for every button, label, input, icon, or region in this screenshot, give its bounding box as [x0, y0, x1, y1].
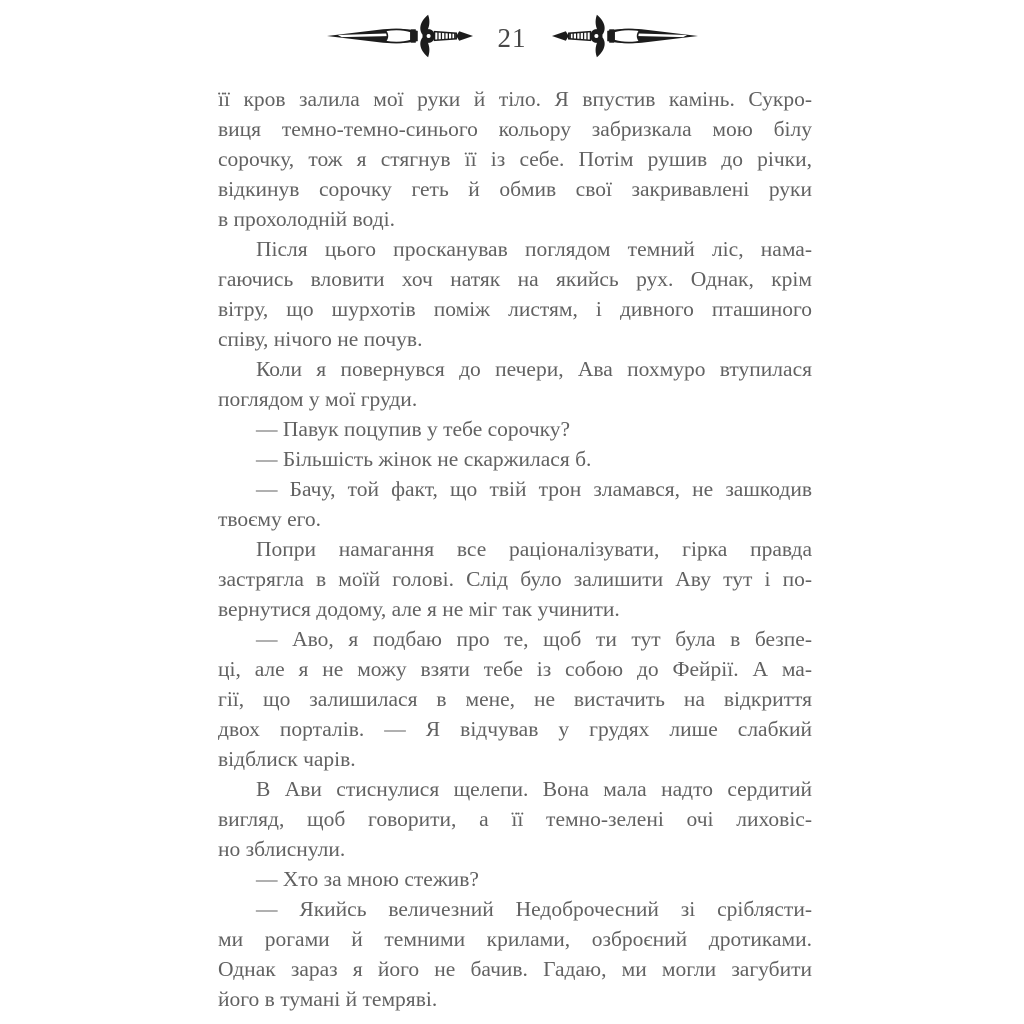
text-line: Однак зараз я його не бачив. Гадаю, ми могли загубити	[218, 957, 812, 981]
paragraph	[218, 624, 812, 774]
text-line: вернутися додому, але я не міг так учинити.	[218, 597, 620, 621]
paragraph	[218, 774, 812, 864]
text-line: відкинув сорочку геть й обмив свої закривавлені руки	[218, 177, 812, 201]
page-number: 21	[497, 22, 527, 53]
paragraph	[218, 444, 812, 474]
page-text-block	[218, 84, 812, 1014]
text-line: двох порталів. — Я відчував у грудях лише слабкий	[218, 717, 812, 741]
text-line: його в тумані й темряві.	[218, 987, 438, 1011]
text-line: в прохолодній воді.	[218, 207, 395, 231]
text-line: — Якийсь величезний Недоброчесний зі сріблясти-	[256, 897, 812, 921]
paragraph	[218, 894, 812, 1014]
text-line: вигляд, щоб говорити, а її темно-зелені очі лиховіс-	[218, 807, 812, 831]
paragraph	[218, 414, 812, 444]
text-line: ці, але я не можу взяти тебе із собою до Фейрії. А ма-	[218, 657, 812, 681]
text-line: — Хто за мною стежив?	[256, 867, 479, 891]
text-line: ми рогами й темними крилами, озброєний дротиками.	[218, 927, 812, 951]
text-line: співу, нічого не почув.	[218, 327, 423, 351]
dagger-ornament-left-icon	[326, 14, 474, 58]
text-line: вітру, що шурхотів поміж листям, і дивного пташиного	[218, 297, 812, 321]
paragraph	[218, 474, 812, 534]
text-line: поглядом у мої груди.	[218, 387, 418, 411]
text-line: — Аво, я подбаю про те, щоб ти тут була в безпе-	[256, 627, 812, 651]
text-line: — Більшість жінок не скаржилася б.	[256, 447, 592, 471]
text-line: її кров залила мої руки й тіло. Я впустив камінь. Сукро-	[218, 87, 812, 111]
page-header	[0, 12, 1024, 60]
dagger-ornament-right-icon	[551, 14, 699, 58]
text-line: — Бачу, той факт, що твій трон зламався, не зашкодив	[256, 477, 812, 501]
text-line: застрягла в моїй голові. Слід було залишити Аву тут і по-	[218, 567, 812, 591]
paragraph	[218, 534, 812, 624]
paragraph	[218, 864, 812, 894]
text-line: но зблиснули.	[218, 837, 346, 861]
text-line: відблиск чарів.	[218, 747, 356, 771]
text-line: сорочку, тож я стягнув її із себе. Потім рушив до річки,	[218, 147, 812, 171]
text-line: гії, що залишилася в мене, не вистачить на відкриття	[218, 687, 812, 711]
text-line: — Павук поцупив у тебе сорочку?	[256, 417, 571, 441]
text-line: гаючись вловити хоч натяк на якийсь рух. Однак, крім	[218, 267, 812, 291]
text-line: Коли я повернувся до печери, Ава похмуро втупилася	[256, 357, 812, 381]
paragraph	[218, 354, 812, 414]
paragraph	[218, 84, 812, 234]
text-line: виця темно-темно-синього кольору забризкала мою білу	[218, 117, 812, 141]
paragraph	[218, 234, 812, 354]
text-line: Попри намагання все раціоналізувати, гірка правда	[256, 537, 812, 561]
text-line: Після цього просканував поглядом темний ліс, нама-	[256, 237, 812, 261]
text-line: твоєму его.	[218, 507, 322, 531]
text-line: В Ави стиснулися щелепи. Вона мала надто сердитий	[256, 777, 812, 801]
